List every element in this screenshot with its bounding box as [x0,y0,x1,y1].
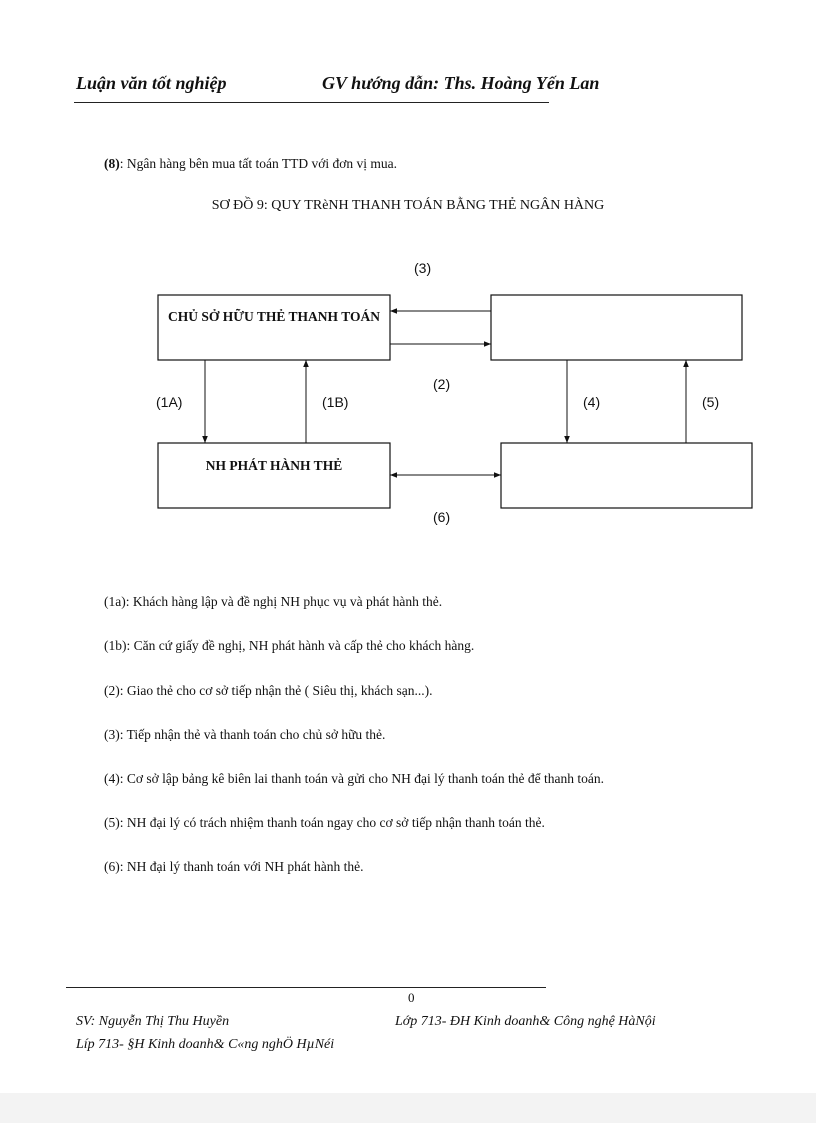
diagram-title: SƠ ĐỒ 9: QUY TRèNH THANH TOÁN BẰNG THẺ NGÂN HÀNG [211,198,605,213]
footer-class-left: Líp 713- §H Kinh doanh& C«ng nghÖ HµNéi [76,1037,335,1052]
legend-item-1a: (1a): Khách hàng lập và đề nghị NH phục vụ và phát hành thẻ. [104,594,443,609]
label-arrow-1a: (1A) [156,394,183,410]
page-number: 0 [408,990,415,1005]
box-card-owner-label: CHỦ SỞ HỮU THẺ THANH TOÁN [168,309,380,324]
legend-item-1b: (1b): Căn cứ giấy đề nghị, NH phát hành và cấp thẻ cho khách hàng. [104,638,475,653]
footer-divider [66,987,546,988]
legend-item-6: (6): NH đại lý thanh toán với NH phát hành thẻ. [104,859,364,874]
legend-item-2: (2): Giao thẻ cho cơ sở tiếp nhận thẻ ( Siêu thị, khách sạn...). [104,683,433,698]
label-arrow-4: (4) [583,394,601,410]
label-arrow-2: (2) [433,376,451,392]
footer-student: SV: Nguyễn Thị Thu Huyền [76,1014,230,1029]
legend-item-5: (5): NH đại lý có trách nhiệm thanh toán ngay cho cơ sở tiếp nhận thanh toán thẻ. [104,815,545,830]
note-8-text: : Ngân hàng bên mua tất toán TTD với đơn vị mua. [119,156,397,171]
box-issuing-bank-label: NH PHÁT HÀNH THẺ [205,458,343,473]
header-advisor: GV hướng dẫn: Ths. Hoàng Yến Lan [322,73,600,93]
label-arrow-1b: (1B) [322,394,349,410]
page-bottom-band [0,1093,816,1123]
box-card-owner [158,295,390,360]
footer-class-right: Lớp 713- ĐH Kinh doanh& Công nghệ HàNội [395,1014,656,1029]
header-left-title: Luận văn tốt nghiệp [76,73,227,93]
legend-item-3: (3): Tiếp nhận thẻ và thanh toán cho chủ sở hữu thẻ. [104,727,386,742]
flow-diagram [0,250,816,550]
label-arrow-5: (5) [702,394,720,410]
note-8-marker: (8) [104,156,120,171]
label-arrow-6: (6) [433,509,451,525]
box-merchant [491,295,742,360]
box-agent-bank [501,443,752,508]
label-arrow-3: (3) [414,260,432,276]
box-issuing-bank [158,443,390,508]
legend-item-4: (4): Cơ sở lập bảng kê biên lai thanh toán và gửi cho NH đại lý thanh toán thẻ để thanh toán. [104,771,604,786]
header-divider [74,102,549,103]
note-8 [104,156,397,172]
